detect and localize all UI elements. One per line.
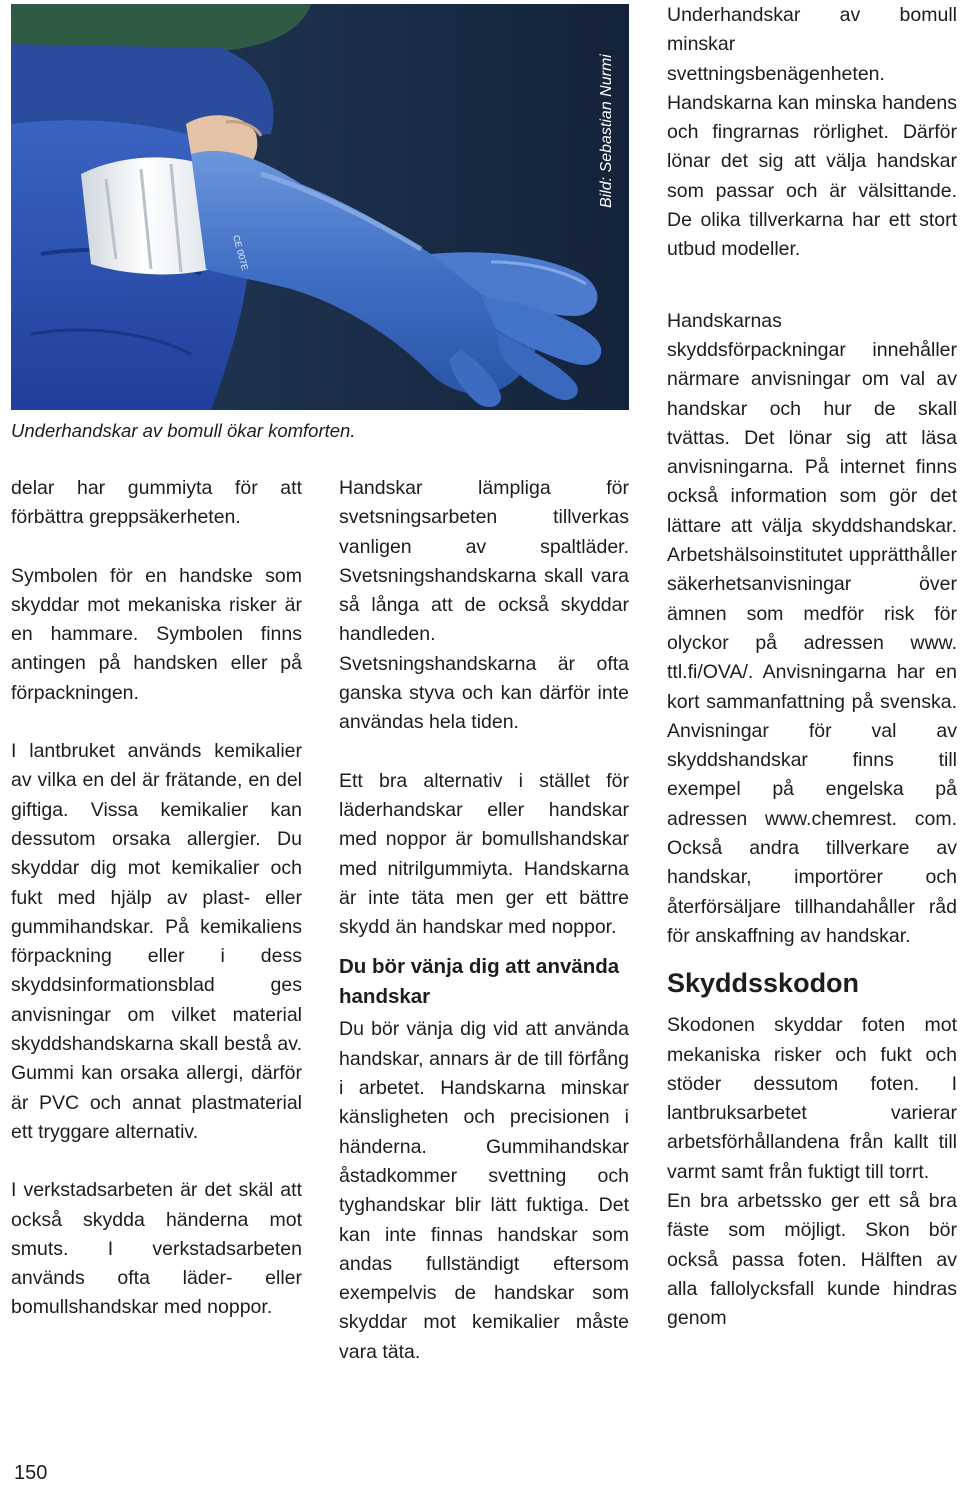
paragraph: I lantbruket används kemikalier av vilka en del är frätande, en del giftiga. Vissa kemikalier kan dessutom orsaka allergier. Du skyddar dig mot kemikalier och fukt med hjälp av plast- eller gummihandskar. På kemikaliens förpackning eller i dess skyddsinformationsblad ges anvisningar om vilket material skyddshandskarna skall bestå av. Gummi kan orsaka allergi, därför är PVC och annat plastmaterial ett tryggare alternativ.: [11, 740, 302, 1143]
column-right: [667, 1, 957, 1333]
photo-credit: Bild: Sebastian Nurmi: [598, 54, 615, 208]
paragraph: I verkstadsarbeten är det skäl att också skydda händerna mot smuts. I verkstadsarbeten används ofta läder- eller bomullshandskar med noppor.: [11, 1179, 302, 1319]
paragraph: Handskar lämpliga för svetsningsarbeten tillverkas vanligen av spaltläder. Svetsningshandskarna skall vara så långa att de också skyddar handleden. Svetsningshandskarna är ofta ganska styva och kan därför inte användas hela tiden.: [339, 477, 629, 734]
paragraph: En bra arbetssko ger ett så bra fäste som möjligt. Skon bör också passa foten. Hälften av alla fallolycksfall kunde hindras genom: [667, 1189, 957, 1330]
column-left: [11, 474, 302, 1323]
page-number: 150: [14, 1462, 48, 1484]
paragraph: delar har gummiyta för att förbättra greppsäkerheten.: [11, 477, 302, 529]
paragraph: Symbolen för en handske som skyddar mot mekaniska risker är en hammare. Symbolen finns antingen på handsken eller på förpackningen.: [11, 564, 302, 704]
glove-illustration: [11, 4, 629, 410]
section-heading: Skyddsskodon: [667, 968, 860, 999]
paragraph: Du bör vänja dig vid att använda handskar, annars är de till förfång i arbetet. Handskarna minskar känsligheten och precisionen i händerna. Gummihandskar åstadkommer svettning och tyghandskar blir lätt fuktiga. Det kan inte finnas handskar som andas fullständigt eftersom exempelvis de handskar som skyddar mot kemikalier måste vara täta.: [339, 1018, 629, 1363]
glove-photo: [11, 4, 629, 410]
paragraph: Ett bra alternativ i stället för läderhandskar eller handskar med noppor är bomullshandskar med nitrilgummiyta. Handskarna är inte täta men ger ett bättre skydd än handskar med noppor.: [339, 769, 629, 939]
glove-marking: CE 007E: [231, 233, 251, 272]
subheading: Du bör vänja dig att använda handskar: [339, 955, 620, 1008]
paragraph: Skodonen skyddar foten mot mekaniska risker och fukt och stöder dessutom foten. I lantbruksarbetet varierar arbetsförhållandena från kallt till varmt samt från fuktigt till torrt.: [667, 1014, 957, 1183]
paragraph: Underhandskar av bomull minskar svettningsbenägenheten. Handskarna kan minska handens och fingrarnas rörlighet. Därför lönar det sig att välja handskar som passar och är välsittande. De olika tillverkarna har ett stort utbud modeller.: [667, 4, 957, 261]
paragraph: Handskarnas skyddsförpackningar innehåller närmare anvisningar om val av handskar och hur de skall tvättas. Det lönar sig att läsa anvisningarna. På internet finns också information som gör det lättare att välja skyddshandskar. Arbetshälsoinstitutet upprätthåller säkerhetsanvisningar över ämnen som medför risk för olyckor på adressen www. ttl.fi/OVA/. Anvisningarna har en kort sammanfattning på svenska. Anvisningar för val av skyddshandskar finns till exempel på engelska på adressen www.chemrest. com. Också andra tillverkare av handskar, importörer och återförsäljare tillhandahåller råd för anskaffning av handskar.: [667, 309, 957, 947]
photo-caption: Underhandskar av bomull ökar komforten.: [11, 420, 356, 441]
column-middle: [339, 474, 629, 1367]
